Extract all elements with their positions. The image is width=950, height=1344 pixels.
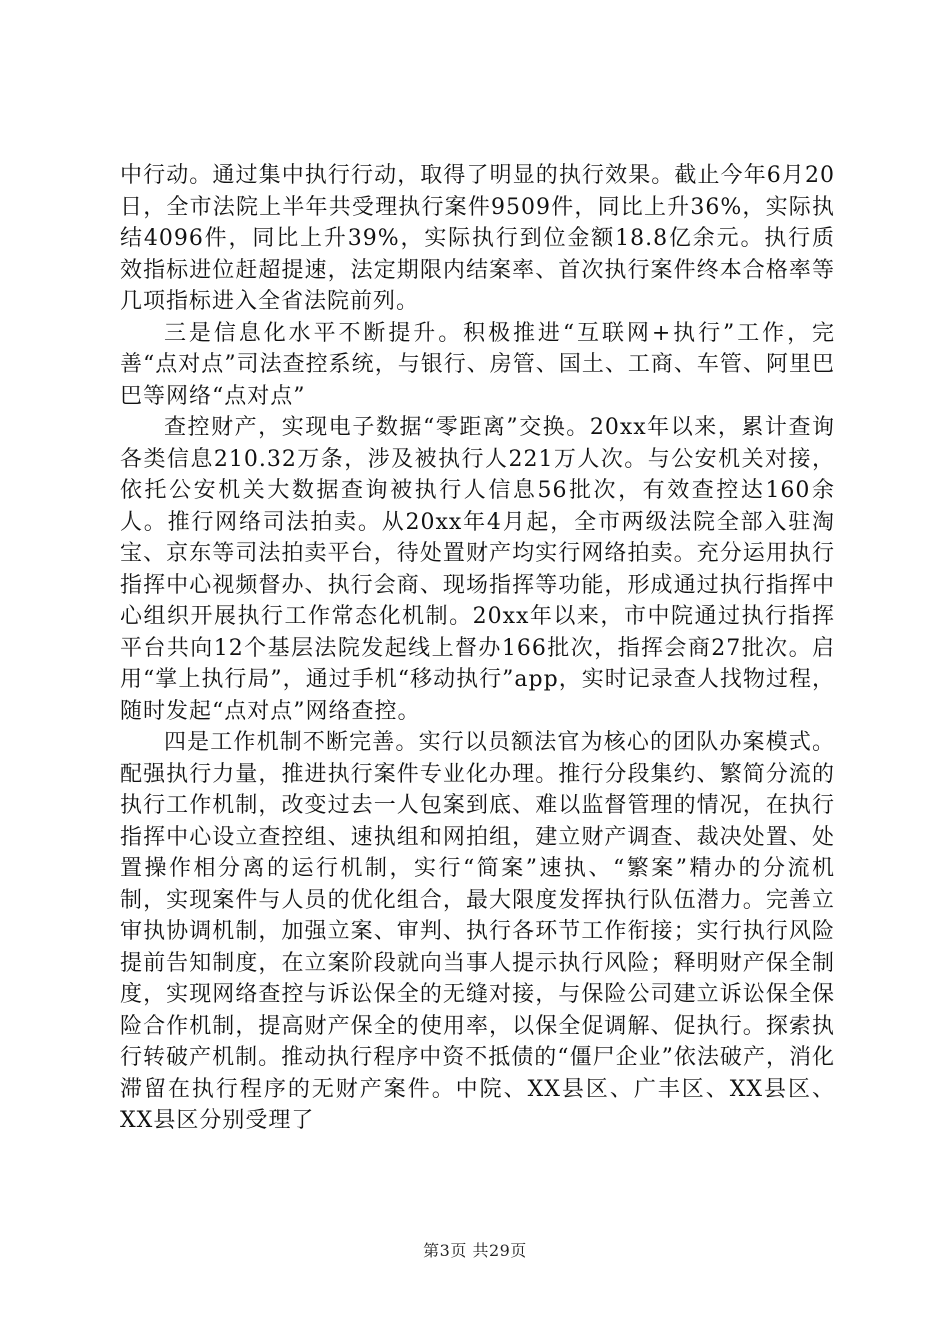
page-number-label: 第3页 共29页: [423, 1241, 527, 1260]
page-footer: [0, 1238, 950, 1261]
paragraph-informatization: 三是信息化水平不断提升。积极推进“互联网+执行”工作，完善“点对点”司法查控系统，与银行、房管、国土、工商、车管、阿里巴巴等网络“点对点”: [120, 320, 835, 409]
body-text: [120, 160, 835, 1137]
paragraph-asset-inquiry: 查控财产，实现电子数据“零距离”交换。20xx年以来，累计查询各类信息210.32万条，涉及被执行人221万人次。与公安机关对接，依托公安机关大数据查询被执行人信息56批次，有效查控达160余人。推行网络司法拍卖。从20xx年4月起，全市两级法院全部入驻淘宝、京东等司法拍卖平台，待处置财产均实行网络拍卖。充分运用执行指挥中心视频督办、执行会商、现场指挥等功能，形成通过执行指挥中心组织开展执行工作常态化机制。20xx年以来，市中院通过执行指挥平台共向12个基层法院发起线上督办166批次，指挥会商27批次。启用“掌上执行局”，通过手机“移动执行”app，实时记录查人找物过程，随时发起“点对点”网络查控。: [120, 415, 835, 724]
paragraph-continuation: 中行动。通过集中执行行动，取得了明显的执行效果。截止今年6月20日，全市法院上半年共受理执行案件9509件，同比上升36%，实际执结4096件，同比上升39%，实际执行到位金额18.8亿余元。执行质效指标进位赶超提速，法定期限内结案率、首次执行案件终本合格率等几项指标进入全省法院前列。: [120, 163, 835, 314]
paragraph-work-mechanism: 四是工作机制不断完善。实行以员额法官为核心的团队办案模式。配强执行力量，推进执行案件专业化办理。推行分段集约、繁简分流的执行工作机制，改变过去一人包案到底、难以监督管理的情况，在执行指挥中心设立查控组、速执组和网拍组，建立财产调查、裁决处置、处置操作相分离的运行机制，实行“简案”速执、“繁案”精办的分流机制，实现案件与人员的优化组合，最大限度发挥执行队伍潜力。完善立审执协调机制，加强立案、审判、执行各环节工作衔接；实行执行风险提前告知制度，在立案阶段就向当事人提示执行风险；释明财产保全制度，实现网络查控与诉讼保全的无缝对接，与保险公司建立诉讼保全保险合作机制，提高财产保全的使用率，以保全促调解、促执行。探索执行转破产机制。推动执行程序中资不抵债的“僵尸企业”依法破产，消化滞留在执行程序的无财产案件。中院、XX县区、广丰区、XX县区、XX县区分别受理了: [120, 730, 835, 1133]
